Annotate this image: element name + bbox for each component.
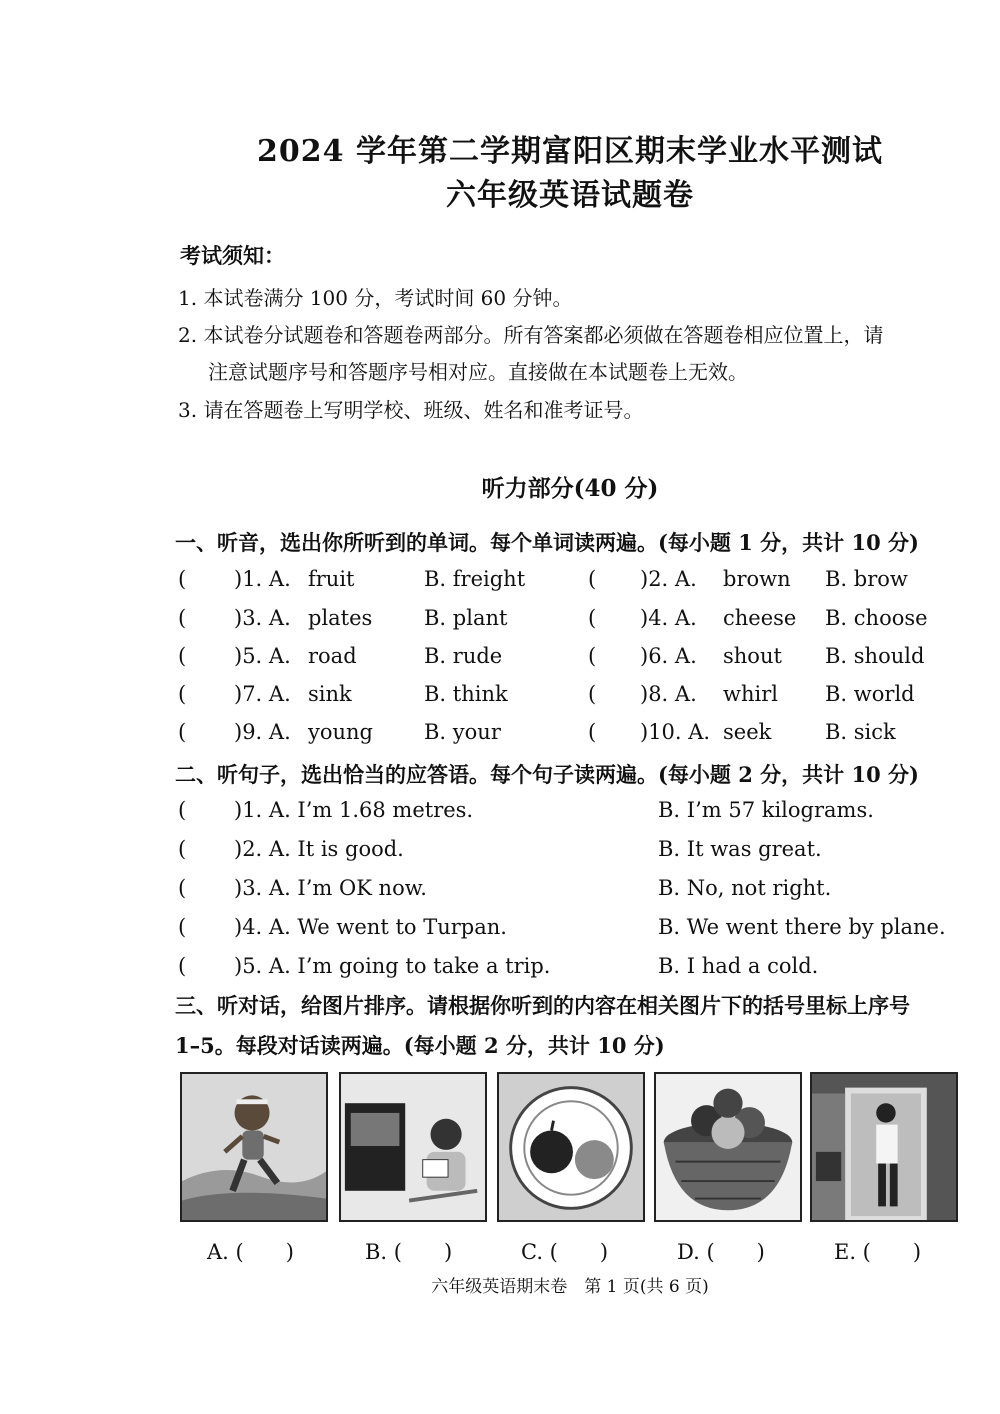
option-b: B. plant <box>424 606 508 630</box>
question-number: )10. A. <box>640 720 711 744</box>
part2-row <box>0 876 1000 910</box>
notice-item-2-cont: 注意试题序号和答题序号相对应。直接做在本试题卷上无效。 <box>208 360 748 384</box>
picture-strip <box>180 1072 962 1224</box>
option-b: B. It was great. <box>658 837 822 861</box>
exam-title: 2024 学年第二学期富阳区期末学业水平测试 <box>257 134 883 169</box>
part1-heading: 一、听音，选出你所听到的单词。每个单词读两遍。(每小题 1 分，共计 10 分) <box>175 530 919 555</box>
picture-c-label[interactable]: C. ( ) <box>521 1240 609 1264</box>
answer-paren[interactable]: ( <box>588 606 597 630</box>
question-number: )5. A. <box>234 644 291 668</box>
picture-b-tv-reading <box>339 1072 487 1222</box>
part1-row <box>0 606 1000 640</box>
answer-paren[interactable]: ( <box>178 606 187 630</box>
option-a: cheese <box>723 606 797 630</box>
question-number: )8. A. <box>640 682 697 706</box>
option-a: seek <box>723 720 772 744</box>
option-b: B. We went there by plane. <box>658 915 946 939</box>
picture-b-label[interactable]: B. ( ) <box>365 1240 453 1264</box>
listening-section-title: 听力部分(40 分) <box>481 475 659 502</box>
option-a: fruit <box>308 567 355 591</box>
question-number: )1. A. <box>234 567 291 591</box>
answer-paren[interactable]: ( <box>588 682 597 706</box>
answer-paren[interactable]: ( <box>588 720 597 744</box>
option-a: plates <box>308 606 373 630</box>
notice-heading: 考试须知： <box>180 243 285 268</box>
question-number: )2. A. <box>640 567 697 591</box>
answer-paren[interactable]: ( <box>178 954 187 978</box>
picture-e-label[interactable]: E. ( ) <box>834 1240 922 1264</box>
option-b: B. should <box>825 644 925 668</box>
option-b: B. think <box>424 682 508 706</box>
part2-row <box>0 837 1000 871</box>
answer-paren[interactable]: ( <box>178 567 187 591</box>
part3-heading-cont: 1–5。每段对话读两遍。(每小题 2 分，共计 10 分) <box>175 1033 665 1058</box>
option-b: B. world <box>825 682 915 706</box>
notice-item-1: 1. 本试卷满分 100 分，考试时间 60 分钟。 <box>178 286 573 310</box>
picture-a-label[interactable]: A. ( ) <box>207 1240 294 1264</box>
option-a: sink <box>308 682 352 706</box>
option-a: road <box>308 644 357 668</box>
page-footer: 六年级英语期末卷 第 1 页(共 6 页) <box>431 1277 709 1297</box>
picture-c-apple-orange-plate <box>497 1072 645 1222</box>
question-number: )9. A. <box>234 720 291 744</box>
option-b: B. sick <box>825 720 896 744</box>
part2-row <box>0 915 1000 949</box>
option-a: )4. A. We went to Turpan. <box>234 915 507 939</box>
picture-d-apple-basket <box>654 1072 802 1222</box>
question-number: )6. A. <box>640 644 697 668</box>
part2-row <box>0 798 1000 832</box>
option-b: B. rude <box>424 644 503 668</box>
option-b: B. freight <box>424 567 526 591</box>
picture-a-running-boy <box>180 1072 328 1222</box>
answer-paren[interactable]: ( <box>178 915 187 939</box>
answer-paren[interactable]: ( <box>588 644 597 668</box>
part1-row <box>0 720 1000 754</box>
answer-paren[interactable]: ( <box>178 798 187 822</box>
part2-row <box>0 954 1000 988</box>
notice-item-2: 2. 本试卷分试题卷和答题卷两部分。所有答案都必须做在答题卷相应位置上，请 <box>178 323 884 347</box>
exam-subtitle: 六年级英语试题卷 <box>446 178 694 213</box>
option-b: B. brow <box>825 567 908 591</box>
answer-paren[interactable]: ( <box>178 682 187 706</box>
option-b: B. I had a cold. <box>658 954 819 978</box>
option-a: )3. A. I’m OK now. <box>234 876 427 900</box>
part1-row <box>0 682 1000 716</box>
option-a: )2. A. It is good. <box>234 837 404 861</box>
option-a: )5. A. I’m going to take a trip. <box>234 954 551 978</box>
part1-row <box>0 567 1000 601</box>
answer-paren[interactable]: ( <box>178 837 187 861</box>
notice-item-3: 3. 请在答题卷上写明学校、班级、姓名和准考证号。 <box>178 398 644 422</box>
option-a: young <box>308 720 373 744</box>
answer-paren[interactable]: ( <box>588 567 597 591</box>
answer-paren[interactable]: ( <box>178 876 187 900</box>
option-a: )1. A. I’m 1.68 metres. <box>234 798 474 822</box>
option-b: B. No, not right. <box>658 876 832 900</box>
part2-heading: 二、听句子，选出恰当的应答语。每个句子读两遍。(每小题 2 分，共计 10 分) <box>175 762 919 787</box>
option-b: B. I’m 57 kilograms. <box>658 798 874 822</box>
answer-paren[interactable]: ( <box>178 720 187 744</box>
option-b: B. your <box>424 720 501 744</box>
option-a: whirl <box>723 682 778 706</box>
option-a: brown <box>723 567 791 591</box>
question-number: )3. A. <box>234 606 291 630</box>
question-number: )4. A. <box>640 606 697 630</box>
picture-e-boy-leaving-room <box>810 1072 958 1222</box>
answer-paren[interactable]: ( <box>178 644 187 668</box>
part3-heading: 三、听对话，给图片排序。请根据你听到的内容在相关图片下的括号里标上序号 <box>175 993 910 1018</box>
part1-row <box>0 644 1000 678</box>
option-a: shout <box>723 644 782 668</box>
question-number: )7. A. <box>234 682 291 706</box>
picture-d-label[interactable]: D. ( ) <box>677 1240 765 1264</box>
option-b: B. choose <box>825 606 928 630</box>
